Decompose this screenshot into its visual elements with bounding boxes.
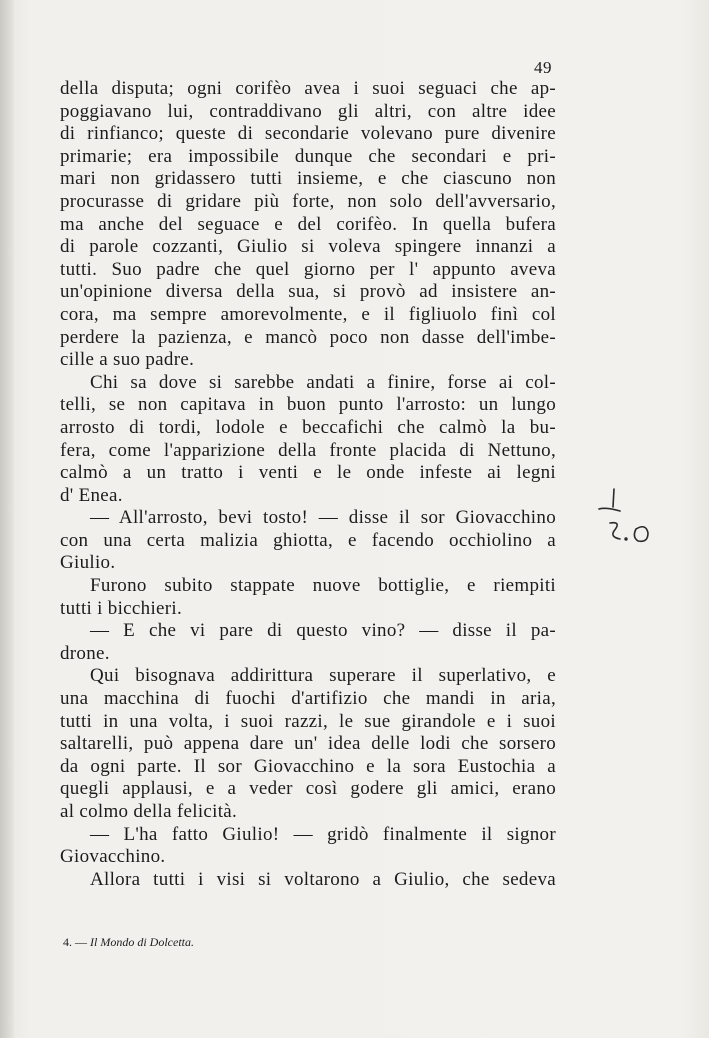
text-line: Giulio. (60, 552, 116, 574)
footer-signature-mark: 4. — (63, 935, 87, 949)
text-line: tutti. Suo padre che quel giorno per l' appunto aveva (60, 258, 556, 280)
text-line: arrosto di tordi, lodole e beccafichi che calmò la bu- (60, 416, 556, 438)
text-line: da ogni parte. Il sor Giovacchino e la sora Eustochia a (60, 755, 556, 777)
text-line: Furono subito stappate nuove bottiglie, e riempiti (90, 575, 556, 597)
text-line: mari non gridassero tutti insieme, e che ciascuno non (60, 168, 556, 190)
text-line: calmò a un tratto i venti e le onde infeste ai legni (60, 462, 556, 484)
text-line: ma anche del seguace e del corifèo. In quella bufera (60, 213, 556, 235)
text-line: Qui bisognava addirittura superare il superlativo, e (90, 665, 556, 687)
text-line: con una certa malizia ghiotta, e facendo occhiolino a (60, 529, 556, 551)
text-line: cora, ma sempre amorevolmente, e il figliuolo finì col (60, 303, 556, 325)
text-line: primarie; era impossibile dunque che secondari e pri- (60, 145, 556, 167)
text-line: — All'arrosto, bevi tosto! — disse il sor Giovacchino (90, 507, 556, 529)
text-line: telli, se non capitava in buon punto l'arrosto: un lungo (60, 394, 556, 416)
text-line: d' Enea. (60, 484, 123, 506)
body-text (60, 78, 556, 891)
footer-book-title: Il Mondo di Dolcetta. (90, 935, 194, 949)
text-line: cille a suo padre. (60, 349, 195, 371)
text-line: perdere la pazienza, e mancò poco non dasse dell'imbe- (60, 326, 556, 348)
text-line: Allora tutti i visi si voltarono a Giulio, che sedeva (90, 868, 556, 890)
text-line: saltarelli, può appena dare un' idea delle lodi che sorsero (60, 733, 556, 755)
text-line: della disputa; ogni corifèo avea i suoi seguaci che ap- (60, 78, 556, 99)
text-line: poggiavano lui, contraddivano gli altri, con altre idee (60, 100, 556, 122)
text-line: quegli applausi, e a veder così godere gli amici, erano (60, 778, 556, 800)
text-line: Chi sa dove si sarebbe andati a finire, forse ai col- (90, 371, 556, 393)
text-line: al colmo della felicità. (60, 801, 238, 822)
text-line: di rinfianco; queste di secondarie volevano pure divenire (60, 123, 556, 145)
text-line: fera, come l'apparizione della fronte placida di Nettuno, (60, 439, 556, 461)
text-line: di parole cozzanti, Giulio si voleva spingere innanzi a (60, 236, 556, 258)
handwritten-annotation-drawing (596, 485, 666, 555)
text-line: tutti in una volta, i suoi razzi, le sue girandole e i suoi (60, 710, 556, 732)
text-line: — L'ha fatto Giulio! — gridò finalmente il signor (90, 823, 556, 845)
text-line: un'opinione diversa della sua, si provò ad insistere an- (60, 281, 556, 303)
text-line: una macchina di fuochi d'artifizio che mandi in aria, (60, 688, 556, 710)
page-number: 49 (534, 58, 552, 77)
footer-signature-line (63, 935, 194, 950)
text-line: drone. (60, 642, 110, 664)
text-line: tutti i bicchieri. (60, 597, 183, 619)
text-line: — E che vi pare di questo vino? — disse il pa- (90, 620, 556, 642)
page-binding-shadow (0, 0, 14, 1038)
text-line: Giovacchino. (60, 846, 166, 868)
text-line: procurasse di gridare più forte, non solo dell'avversario, (60, 190, 556, 212)
